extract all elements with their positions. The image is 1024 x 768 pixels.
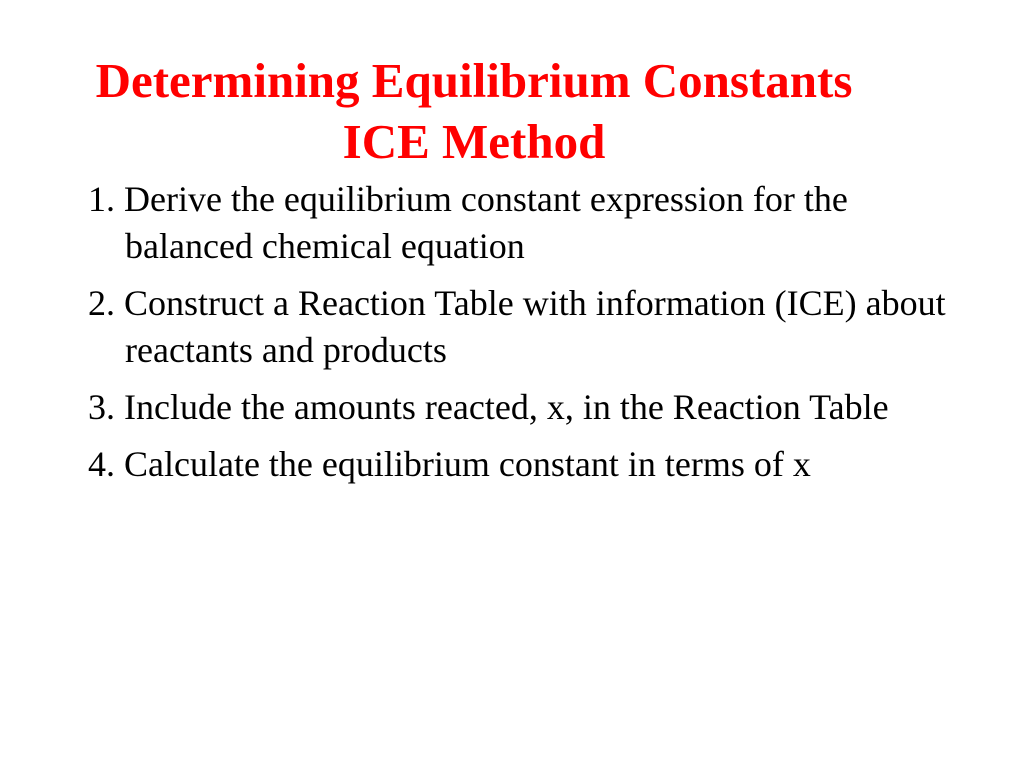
steps-list bbox=[88, 176, 948, 498]
step-4: 4. Calculate the equilibrium constant in terms of x bbox=[88, 444, 811, 484]
title-line-2: ICE Method bbox=[342, 114, 606, 169]
step-1: 1. Derive the equilibrium constant expression for the balanced chemical equation bbox=[88, 179, 848, 266]
slide-title bbox=[0, 50, 948, 172]
title-line-1: Determining Equilibrium Constants bbox=[95, 53, 853, 108]
step-3: 3. Include the amounts reacted, x, in the Reaction Table bbox=[88, 387, 889, 427]
step-2: 2. Construct a Reaction Table with information (ICE) about reactants and products bbox=[88, 283, 946, 370]
